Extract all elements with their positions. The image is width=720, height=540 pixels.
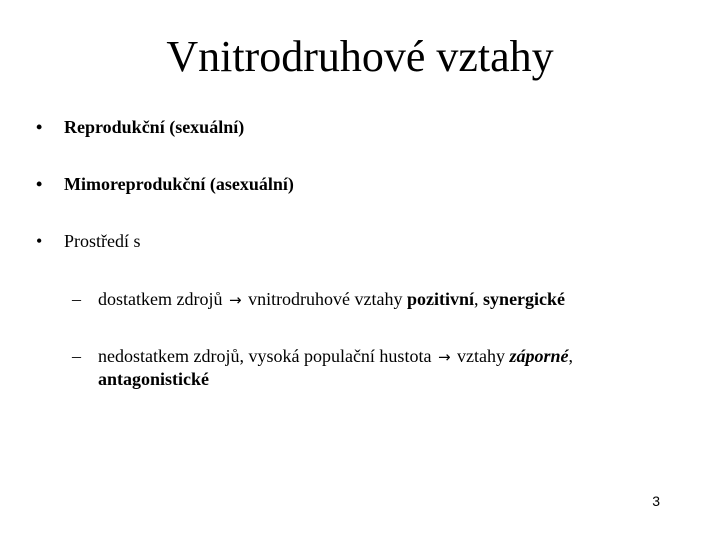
bullet-marker: • [36, 117, 43, 137]
sub-item-result: vztahy [457, 346, 505, 366]
sub-item-term-synergic: synergické [483, 289, 566, 309]
sub-item-sufficient-resources [72, 288, 672, 311]
arrow-right-icon: → [228, 291, 242, 309]
sub-item-separator: , [474, 289, 479, 309]
sub-item-term-positive: pozitivní [407, 289, 475, 309]
sub-item-separator: , [568, 346, 574, 366]
sub-item-condition: nedostatkem zdrojů, vysoká populační hustota [98, 346, 432, 366]
sub-item-result: vnitrodruhové vztahy [248, 289, 403, 309]
bullet-item-environment [36, 230, 141, 252]
arrow-right-icon: → [437, 348, 451, 366]
sub-item-text [98, 345, 672, 390]
page-number: 3 [652, 493, 660, 509]
bullet-text: Prostředí s [64, 231, 141, 251]
bullet-item-reproductive [36, 116, 244, 138]
sub-item-term-negative: záporné [509, 346, 569, 366]
slide-title: Vnitrodruhové vztahy [166, 32, 554, 81]
bullet-item-nonreproductive [36, 173, 294, 195]
bullet-text: Mimoreprodukční (asexuální) [64, 174, 294, 194]
bullet-marker: • [36, 174, 43, 194]
sub-item-marker: – [72, 289, 81, 309]
sub-item-condition: dostatkem zdrojů [98, 289, 223, 309]
bullet-marker: • [36, 231, 43, 251]
sub-item-term-antagonistic: antagonistické [98, 369, 210, 389]
bullet-text: Reprodukční (sexuální) [64, 117, 245, 137]
sub-item-insufficient-resources [72, 345, 672, 390]
sub-item-marker: – [72, 346, 81, 366]
sub-item-text [98, 288, 672, 311]
